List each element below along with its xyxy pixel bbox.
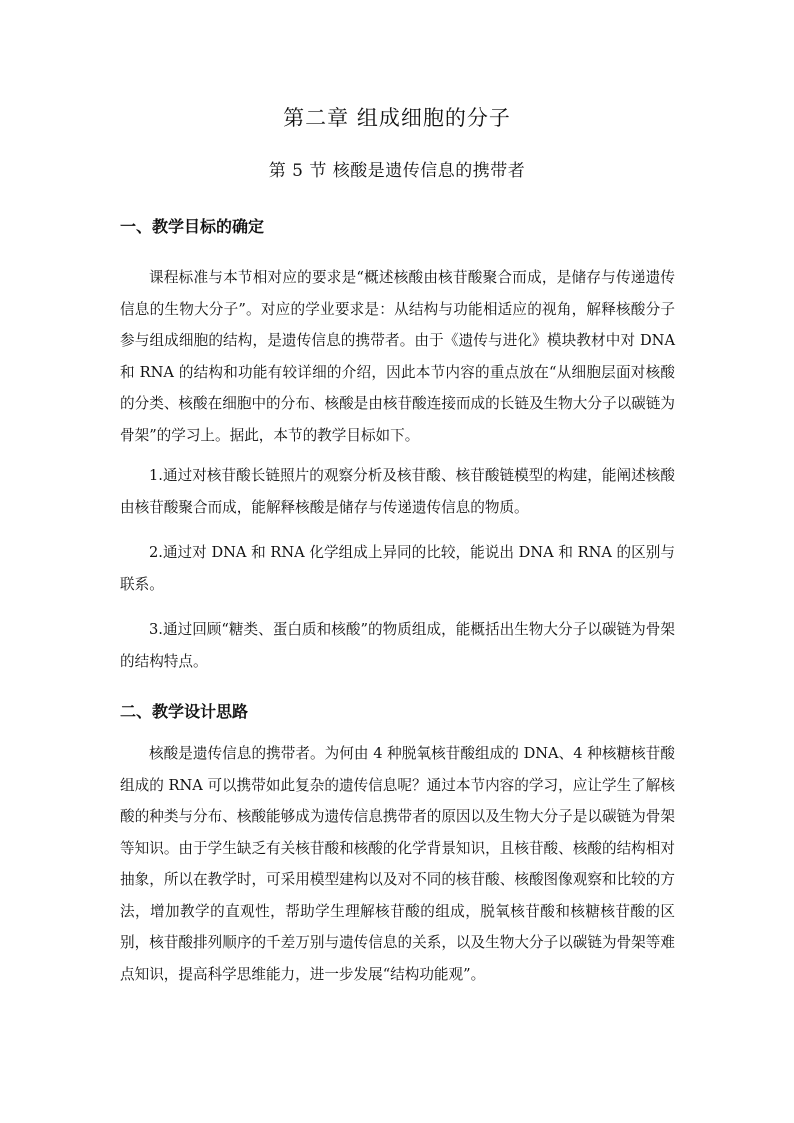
section-title: 第 5 节 核酸是遗传信息的携带者 bbox=[268, 161, 526, 181]
paragraph-objective-1: 1.通过对核苷酸长链照片的观察分析及核苷酸、核苷酸链模型的构建，能阐述核酸由核苷酸聚合而成，能解释核酸是储存与传递遗传信息的物质。 bbox=[120, 467, 675, 516]
paragraph-objective-3: 3.通过回顾“糖类、蛋白质和核酸”的物质组成，能概括出生物大分子以碳链为骨架的结构特点。 bbox=[120, 621, 675, 670]
paragraph-design-approach: 核酸是遗传信息的携带者。为何由 4 种脱氧核苷酸组成的 DNA、4 种核糖核苷酸组成的 RNA 可以携带如此复杂的遗传信息呢？通过本节内容的学习，应让学生了解核酸的种类与分布、核酸能够成为遗传信息携带者的原因以及生物大分子是以碳链为骨架等知识。由于学生缺乏有关核苷酸和核酸的化学背景知识，且核苷酸、核酸的结构相对抽象，所以在教学时，可采用模型建构以及对不同的核苷酸、核酸图像观察和比较的方法，增加教学的直观性，帮助学生理解核苷酸的组成，脱氧核苷酸和核糖核苷酸的区别，核苷酸排列顺序的千差万别与遗传信息的关系，以及生物大分子以碳链为骨架等难点知识，提高科学思维能力，进一步发展“结构功能观”。 bbox=[120, 745, 675, 983]
paragraph-curriculum-requirements: 课程标准与本节相对应的要求是“概述核酸由核苷酸聚合而成，是储存与传递遗传信息的生物大分子”。对应的学业要求是：从结构与功能相适应的视角，解释核酸分子参与组成细胞的结构，是遗传信息的携带者。由于《遗传与进化》模块教材中对 DNA 和 RNA 的结构和功能有较详细的介绍，因此本节内容的重点放在“从细胞层面对核酸的分类、核酸在细胞中的分布、核酸是由核苷酸连接而成的长链及生物大分子以碳链为骨架”的学习上。据此，本节的教学目标如下。 bbox=[120, 269, 675, 444]
chapter-title: 第二章 组成细胞的分子 bbox=[283, 106, 511, 130]
heading-design-approach: 二、教学设计思路 bbox=[120, 702, 249, 721]
heading-teaching-objectives: 一、教学目标的确定 bbox=[120, 217, 265, 236]
paragraph-objective-2: 2.通过对 DNA 和 RNA 化学组成上异同的比较，能说出 DNA 和 RNA 的区别与联系。 bbox=[120, 544, 675, 593]
